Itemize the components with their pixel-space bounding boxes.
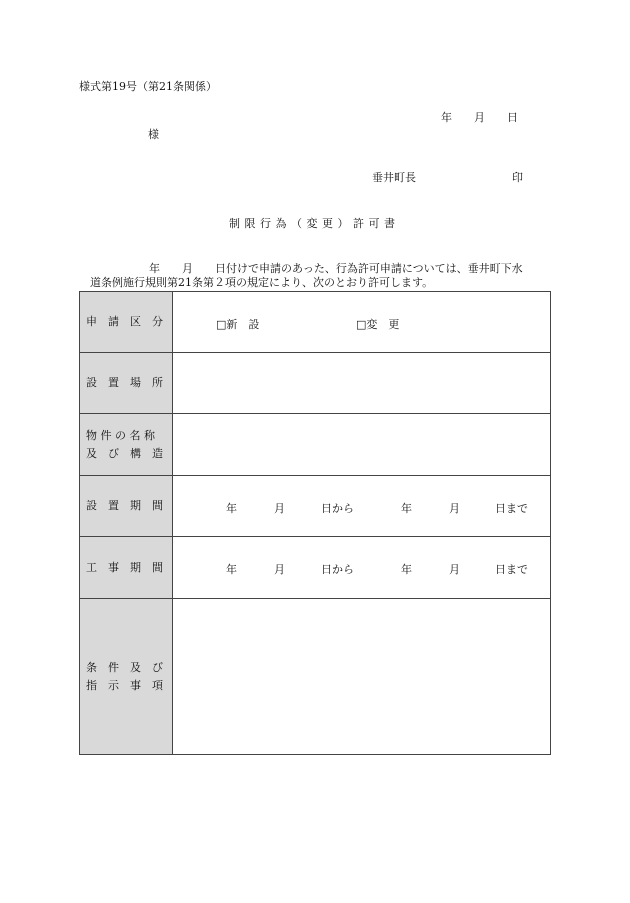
row-installation-location [80, 353, 551, 414]
label-conditions-instructions: 条 件 及 び 指 示 事 項 [86, 660, 163, 692]
addressee-suffix: 様 [148, 128, 159, 141]
label-cell [80, 292, 173, 353]
option-change-checkbox[interactable]: □変 更 [356, 318, 400, 331]
period-year: 年 [226, 563, 237, 576]
installation-period-field[interactable] [173, 476, 551, 537]
application-type-cell [173, 292, 551, 353]
installation-location-field[interactable] [173, 353, 551, 414]
period-month: 月 [449, 563, 460, 576]
row-installation-period [80, 476, 551, 537]
period-year: 年 [401, 502, 412, 515]
row-construction-period [80, 537, 551, 599]
label-cell [80, 599, 173, 755]
document-title: 制 限 行 為 （ 変 更 ） 許 可 書 [229, 217, 396, 230]
period-year: 年 [401, 563, 412, 576]
body-text-line1: 年 月 日付けで申請のあった、行為許可申請については、垂井町下水 [149, 262, 523, 275]
label-object-name-structure: 物 件 の 名 称 及 び 構 造 [86, 428, 163, 460]
conditions-instructions-field[interactable] [173, 599, 551, 755]
period-from-day: 日から [321, 502, 354, 515]
object-name-structure-field[interactable] [173, 414, 551, 476]
period-month: 月 [274, 502, 285, 515]
label-cell [80, 414, 173, 476]
label-cell [80, 353, 173, 414]
period-year: 年 [226, 502, 237, 515]
label-installation-location: 設 置 場 所 [86, 376, 163, 389]
label-cell [80, 537, 173, 599]
seal-mark: 印 [512, 171, 523, 184]
period-month: 月 [449, 502, 460, 515]
period-until-day: 日まで [495, 502, 528, 515]
construction-period-field[interactable] [173, 537, 551, 599]
period-from-day: 日から [321, 563, 354, 576]
row-application-type [80, 292, 551, 353]
row-object-name-structure [80, 414, 551, 476]
period-month: 月 [274, 563, 285, 576]
permit-table [79, 291, 551, 755]
period-until-day: 日まで [495, 563, 528, 576]
label-construction-period: 工 事 期 間 [86, 560, 163, 574]
issuer-name: 垂井町長 [372, 171, 416, 184]
option-new-checkbox[interactable]: □新 設 [216, 318, 260, 331]
row-conditions-instructions [80, 599, 551, 755]
label-application-type: 申 請 区 分 [86, 315, 163, 328]
label-installation-period: 設 置 期 間 [86, 499, 163, 512]
label-cell [80, 476, 173, 537]
body-text-line2: 道条例施行規則第21条第２項の規定により、次のとおり許可します。 [90, 276, 434, 289]
date-line: 年 月 日 [441, 111, 518, 124]
form-number: 様式第19号（第21条関係） [79, 80, 217, 93]
